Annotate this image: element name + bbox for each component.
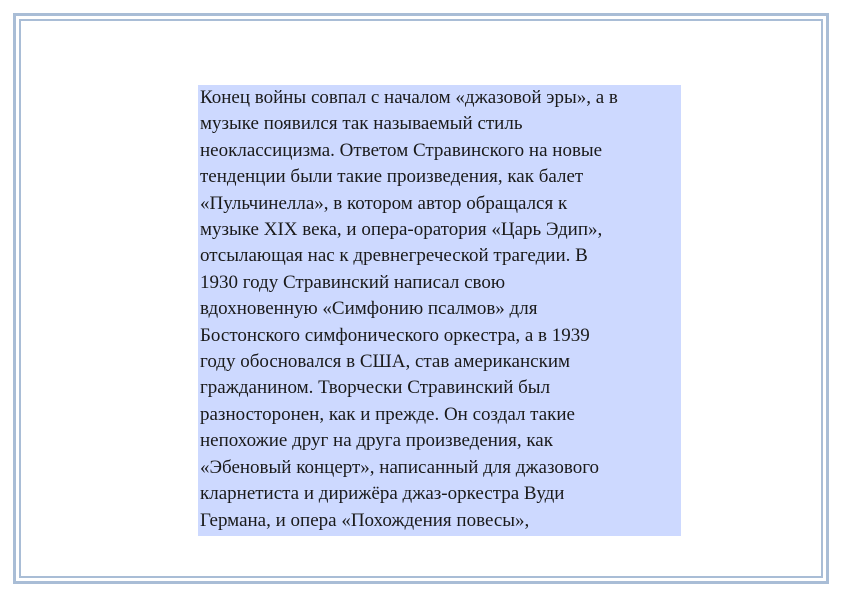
text-line: «Эбеновый концерт», написанный для джазового <box>200 456 600 478</box>
text-line: вдохновенную «Симфонию псалмов» для <box>200 298 538 320</box>
text-line: Германа, и опера «Похождения повесы», <box>200 509 530 531</box>
text-line: неоклассицизма. Ответом Стравинского на новые <box>200 139 603 161</box>
text-line: кларнетиста и дирижёра джаз-оркестра Вуди <box>200 483 565 505</box>
text-line: Конец войны совпал с началом «джазовой эры», а в <box>200 87 618 108</box>
text-line: гражданином. Творчески Стравинский был <box>200 377 551 399</box>
text-line: году обосновался в США, став американским <box>200 351 571 373</box>
text-line: тенденции были такие произведения, как балет <box>200 166 584 188</box>
text-line: непохожие друг на друга произведения, как <box>200 430 553 452</box>
text-line: отсылающая нас к древнегреческой трагедии. В <box>200 245 588 267</box>
text-line: музыке появился так называемый стиль <box>200 113 523 135</box>
text-box[interactable] <box>198 85 681 536</box>
text-line: разносторонен, как и прежде. Он создал такие <box>200 403 575 425</box>
text-line: «Пульчинелла», в котором автор обращался к <box>200 192 568 214</box>
text-line: Бостонского симфонического оркестра, а в 1939 <box>200 324 590 346</box>
text-line: музыке XIX века, и опера-оратория «Царь Эдип», <box>200 219 603 241</box>
text-line: 1930 году Стравинский написал свою <box>200 271 506 293</box>
